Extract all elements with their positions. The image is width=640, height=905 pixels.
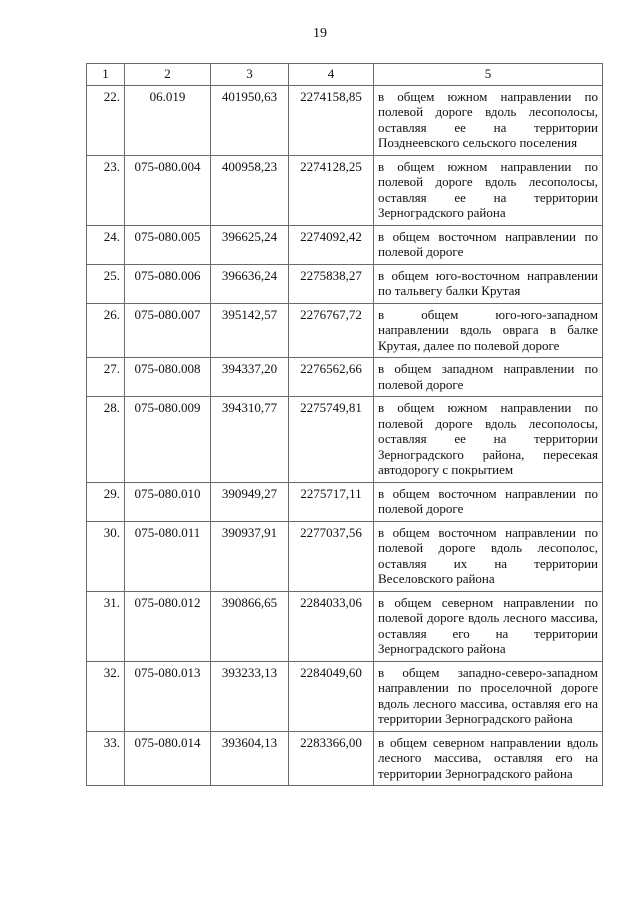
point-code: 06.019 <box>125 85 211 155</box>
row-number: 33. <box>87 731 125 786</box>
coordinate-x: 394310,77 <box>211 397 289 483</box>
coordinate-x: 390949,27 <box>211 482 289 521</box>
coordinate-y: 2277037,56 <box>289 521 374 591</box>
header-col-1: 1 <box>87 64 125 86</box>
coordinate-x: 390937,91 <box>211 521 289 591</box>
point-code: 075-080.012 <box>125 591 211 661</box>
row-number: 23. <box>87 155 125 225</box>
boundary-description: в общем северном направлении по полевой дороге вдоль лесного массива, оставляя его на территории Зерноградского района <box>374 591 603 661</box>
coordinate-x: 394337,20 <box>211 358 289 397</box>
point-code: 075-080.013 <box>125 661 211 731</box>
table-row <box>87 521 603 591</box>
coordinate-y: 2276767,72 <box>289 303 374 358</box>
table-row <box>87 303 603 358</box>
coordinate-y: 2274092,42 <box>289 225 374 264</box>
coordinate-y: 2274158,85 <box>289 85 374 155</box>
point-code: 075-080.005 <box>125 225 211 264</box>
coordinate-x: 393604,13 <box>211 731 289 786</box>
coordinate-y: 2284049,60 <box>289 661 374 731</box>
table-row <box>87 731 603 786</box>
coordinate-y: 2276562,66 <box>289 358 374 397</box>
coordinate-y: 2275749,81 <box>289 397 374 483</box>
point-code: 075-080.004 <box>125 155 211 225</box>
row-number: 25. <box>87 264 125 303</box>
coordinate-x: 396636,24 <box>211 264 289 303</box>
coordinate-x: 390866,65 <box>211 591 289 661</box>
point-code: 075-080.011 <box>125 521 211 591</box>
boundary-description: в общем южном направлении по полевой дороге вдоль лесополосы, оставляя ее на территории Позднеевского сельского поселения <box>374 85 603 155</box>
boundary-description: в общем юго-восточном направлении по тальвегу балки Крутая <box>374 264 603 303</box>
coordinate-y: 2284033,06 <box>289 591 374 661</box>
coordinate-y: 2275838,27 <box>289 264 374 303</box>
table-header-row <box>87 64 603 86</box>
page-number: 19 <box>313 26 327 41</box>
row-number: 27. <box>87 358 125 397</box>
point-code: 075-080.009 <box>125 397 211 483</box>
row-number: 26. <box>87 303 125 358</box>
row-number: 28. <box>87 397 125 483</box>
table-row <box>87 661 603 731</box>
coordinate-y: 2274128,25 <box>289 155 374 225</box>
header-col-3: 3 <box>211 64 289 86</box>
header-col-5: 5 <box>374 64 603 86</box>
coordinate-x: 400958,23 <box>211 155 289 225</box>
boundary-description: в общем восточном направлении по полевой дороге <box>374 482 603 521</box>
row-number: 22. <box>87 85 125 155</box>
boundary-description: в общем северном направлении вдоль лесного массива, оставляя его на территории Зерноградского района <box>374 731 603 786</box>
table-row <box>87 591 603 661</box>
coordinate-y: 2283366,00 <box>289 731 374 786</box>
coordinate-x: 393233,13 <box>211 661 289 731</box>
boundary-description: в общем южном направлении по полевой дороге вдоль лесополосы, оставляя ее на территории Зерноградского района <box>374 155 603 225</box>
point-code: 075-080.010 <box>125 482 211 521</box>
row-number: 24. <box>87 225 125 264</box>
row-number: 31. <box>87 591 125 661</box>
table-row <box>87 85 603 155</box>
point-code: 075-080.006 <box>125 264 211 303</box>
boundary-description: в общем восточном направлении по полевой дороге <box>374 225 603 264</box>
point-code: 075-080.007 <box>125 303 211 358</box>
boundary-description: в общем юго-юго-западном направлении вдоль оврага в балке Крутая, далее по полевой дороге <box>374 303 603 358</box>
point-code: 075-080.014 <box>125 731 211 786</box>
point-code: 075-080.008 <box>125 358 211 397</box>
boundary-description: в общем восточном направлении по полевой дороге вдоль лесополос, оставляя их на территории Веселовского района <box>374 521 603 591</box>
coordinate-x: 401950,63 <box>211 85 289 155</box>
header-col-2: 2 <box>125 64 211 86</box>
table-row <box>87 397 603 483</box>
coordinate-x: 395142,57 <box>211 303 289 358</box>
table-row <box>87 264 603 303</box>
table-row <box>87 225 603 264</box>
table-row <box>87 155 603 225</box>
boundary-description: в общем южном направлении по полевой дороге вдоль лесополосы, оставляя ее на территории Зерноградского района, пересекая автодорогу с покрытием <box>374 397 603 483</box>
coordinate-x: 396625,24 <box>211 225 289 264</box>
row-number: 30. <box>87 521 125 591</box>
boundary-description: в общем западно-северо-западном направлении по проселочной дороге вдоль лесного массива, оставляя его на территории Зерноградского района <box>374 661 603 731</box>
boundary-description: в общем западном направлении по полевой дороге <box>374 358 603 397</box>
row-number: 29. <box>87 482 125 521</box>
coordinate-y: 2275717,11 <box>289 482 374 521</box>
table-row <box>87 358 603 397</box>
row-number: 32. <box>87 661 125 731</box>
table-row <box>87 482 603 521</box>
boundary-points-table <box>86 63 603 786</box>
header-col-4: 4 <box>289 64 374 86</box>
